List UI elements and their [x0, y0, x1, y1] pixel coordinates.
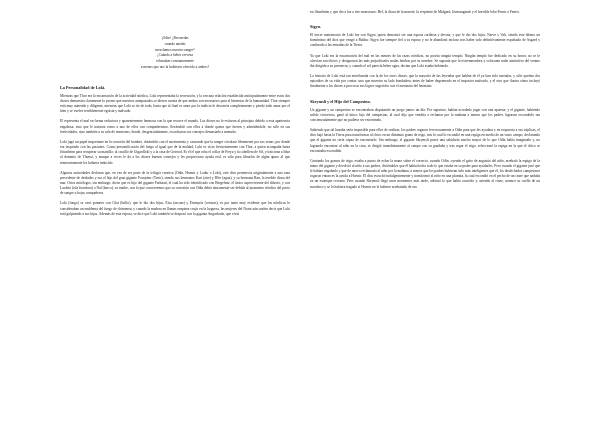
poem-line: mezclamos nuestra sangre?	[155, 47, 195, 52]
paragraph: Un gigante y un campesino se encontraban disputando un juego juntos un día. Por supuesto, habían acordado jugar con una apuesta, y el gigante, habiendo salido victorioso, ganó al único hijo del campesino, al cual dijo que vendría a reclamar por la mañana a menos que los padres lograsen esconderlo tan concienzudamente que no pudiese ser encontrado.	[310, 107, 540, 122]
section-heading-loki: La Personalidad de Loki.	[60, 84, 106, 90]
paragraph: Loki jugó un papel importante en la creación del hombre, dotándolo con el movimiento y causando que la sangre circulase libremente por sus venas, por donde era inspirado con las pasiones. Como personificación del fuego al igual que de la maldad, Loki es visto frecuentemente con Thor, a quien acompaña hasta Jötunheim para recuperar su martillo; al castillo de Utgardloki y a la casa de Geirrod. Es él el que roba el collar de Freya y la cabellera de Sif, y traiciona a Idun al dominio de Thiassi, y aunque a veces le da a los dioses buenos consejos y les proporciona ayuda real, es sólo para librarlos de algún apuro al que temerariamente les hubiera inducido.	[60, 139, 290, 165]
right-column	[310, 10, 540, 190]
poem-line: ¡Odín! ¿Recuerdas	[161, 36, 189, 40]
paragraph: Contando los granos de trigo, estaba a punto de echar la mano sobre el correcto, cuando Odín, oyendo el grito de angustia del niño, arrebató la espiga de la mano del gigante y devolvió al niño a sus padres, diciéndoles que él había hecho todo lo que estaba en su poder para ayudarles. Pero cuando el gigante juró que le habían engañado y que de nuevo reclamaría al niño por la mañana, a menos que los padres hubieran sido más inteligentes que él, los desdichados campesinos rogaron entonces la ayuda a Hoenir. El dios escuchó indulgentemente y transformó al niño en una plumita, la cual escondió en el pecho de un cisne que nadaba en un estanque cercano. Pero cuando Skrymsli llegó unos momentos más tarde, adivinó lo que había ocurrido y, asiendo al cisne, arrancó su cuello de un mordisco y se lo hubiera tragado si Hoenir no le hubiese arrebatado de sus	[310, 158, 540, 189]
poem	[60, 36, 290, 71]
paragraph: Ya que Loki era la encarnación del mal en las mentes de las razas nórdicas, no poseía ningún templo. Ningún templo fue dedicado en su honor, no se le ofrecían sacrificios y designaron las más perjudiciales malas hierbas por su nombre. Se suponía que la extremeradora y sofocante nube atmósfera del verano iba dirigida a su presencia; y cuando el sol parecía beber agua, decían que Loki estaba bebiendo.	[310, 53, 540, 68]
paragraph: El tercer matrimonio de Loki fue con Sigyn, quien demostró ser una esposa cariñosa y devota, y que le dio dos hijos, Narve y Vali, siendo este último un homónimo del dios que vengó a Baldur. Sigyn fue siempre fiel a su esposo y no le abandonó incluso tras haber sido definitivamente expulsado de Asgard y confinado a las entrañas de la Tierra.	[310, 33, 540, 48]
paragraph: Mientras que Thor era la encarnación de la actividad nórdica, Loki representaba la recreación, y la cercana relación establecida anticipadamente entre estos dos dioses demuestra claramente lo pronto que nuestros antepasados se dieron cuenta de que ambos son necesarios para el bienestar de la humanidad. Thor siempre está muy atareado y diligente, mientras que Loki se ríe de todo, hasta que al final es amor por la malicia le descarría completamente y pierde todo amor por el bien y se vuelve terriblemente egoísta y malvado.	[60, 93, 290, 114]
paragraph: Loki (fuego) se casó primero con Glut (brillo), que le dio dos hijas, Eisa (ascuas) y Einmyria (cenizas); es por tanto muy evidente que los nórdicos le consideraban un emblema del fuego de chimenea, y cuando la madera en llamas empieza crujir en la hoguera, las mujeres del Norte aún suelen decir que Loki está golpeando a sus hijas. Además de esta esposa, se dice que Loki también se desposó con la giganta Angurboda, que vivía	[60, 201, 290, 216]
poem-line: rehusabas constantemente	[156, 59, 194, 64]
poem-line: a menos que nos la hubiesen ofrecido a ambos?	[140, 64, 210, 69]
section-heading-skrymsli: Skrymsli y el Hijo del Campesino.	[310, 98, 371, 104]
poem-line: ¿Cuándo a beber cerveza	[156, 53, 193, 58]
poem-line: cuando antaño	[164, 41, 186, 46]
paragraph: Sabiendo que tal hazaña sería imposible para ellos de realizar, los padres rogaron fervorosamente a Odín para que les ayudara y en respuesta a sus súplicas, el dios bajó hasta la Tierra para transformar al chico en un diminuto grano de trigo, tras lo cual lo escondió en una espiga en medio de un vasto campo, declarando que el gigante no sería capaz de encontrarlo. Sin embargo, el gigante Skrymsli posee una sabiduría mucho mayor de lo que Odín había imaginado y, no logrando encontrar al niño en la casa, se dirigió inmediatamente al campo con su guadaña y tras segar el trigo, seleccionó la espiga en la que el chico se encontraba escondido.	[310, 128, 540, 153]
left-column	[60, 10, 290, 217]
paragraph: en Jötunheim y que dio a luz a tres monstruos: Hel, la diosa de la muerte; la serpiente de Midgard, Iörmungandr y el horrible lobo Fenrir o Fenris.	[310, 10, 520, 14]
paragraph: Algunos autoridades declaran que, en vez de ser parte de la trilogía creativa (Odín, Hoenir y Lodur o Loki), este dios pertenecía originalmente a una raza precedente de deidades y era el hijo del gran gigante Fornjotnr (Ymir), siendo sus hermanos Kari (aire) y Hler (agua), y su hermana Ran, la terrible diosa del mar. Otros mitólogos, sin embargo, dicen que es hijo del gigante Farbauti, el cual ha sido identificado con Bergelmir, el único superviviente del diluvio, y con Laufeia (isla frondosa) o Nal (barco), su madre, con lo que conoceremos que su conexión con Odín debía únicamente ser debida al juramento nórdico del pacto de sangre u hojas compañeros.	[60, 170, 290, 196]
paragraph: El representa el mal en forma seductora y aparentemente hermosa con la que recorre el mundo. Los dioses no le evitaron al principio debido a esta apariencia engañosa, sino que le trataron como a uno de ellos con compañerismo, llevándole con ellos a donde quiera que fuesen y admitiéndole, no sólo en sus festividades, sino también a su sala de reuniones, donde, desgraciadamente, escucharon sus consejos demasiado a menudo.	[60, 119, 290, 134]
paragraph: La historia de Loki está tan entrelazada con la de los otros dioses, que la mayoría de las leyendas que hablan de él ya han sido narradas, y sólo quedan dos episodios de su vida por contar: uno que muestra su lado bondadoso antes de haber degenerado en el impostor malvado, y el otro que ilustra cómo incluyó finalmente a los dioses a provocar sus logros sugeridos con el asesinato del hermano.	[310, 74, 540, 89]
section-heading-sigyn: Sigyn.	[310, 24, 322, 30]
